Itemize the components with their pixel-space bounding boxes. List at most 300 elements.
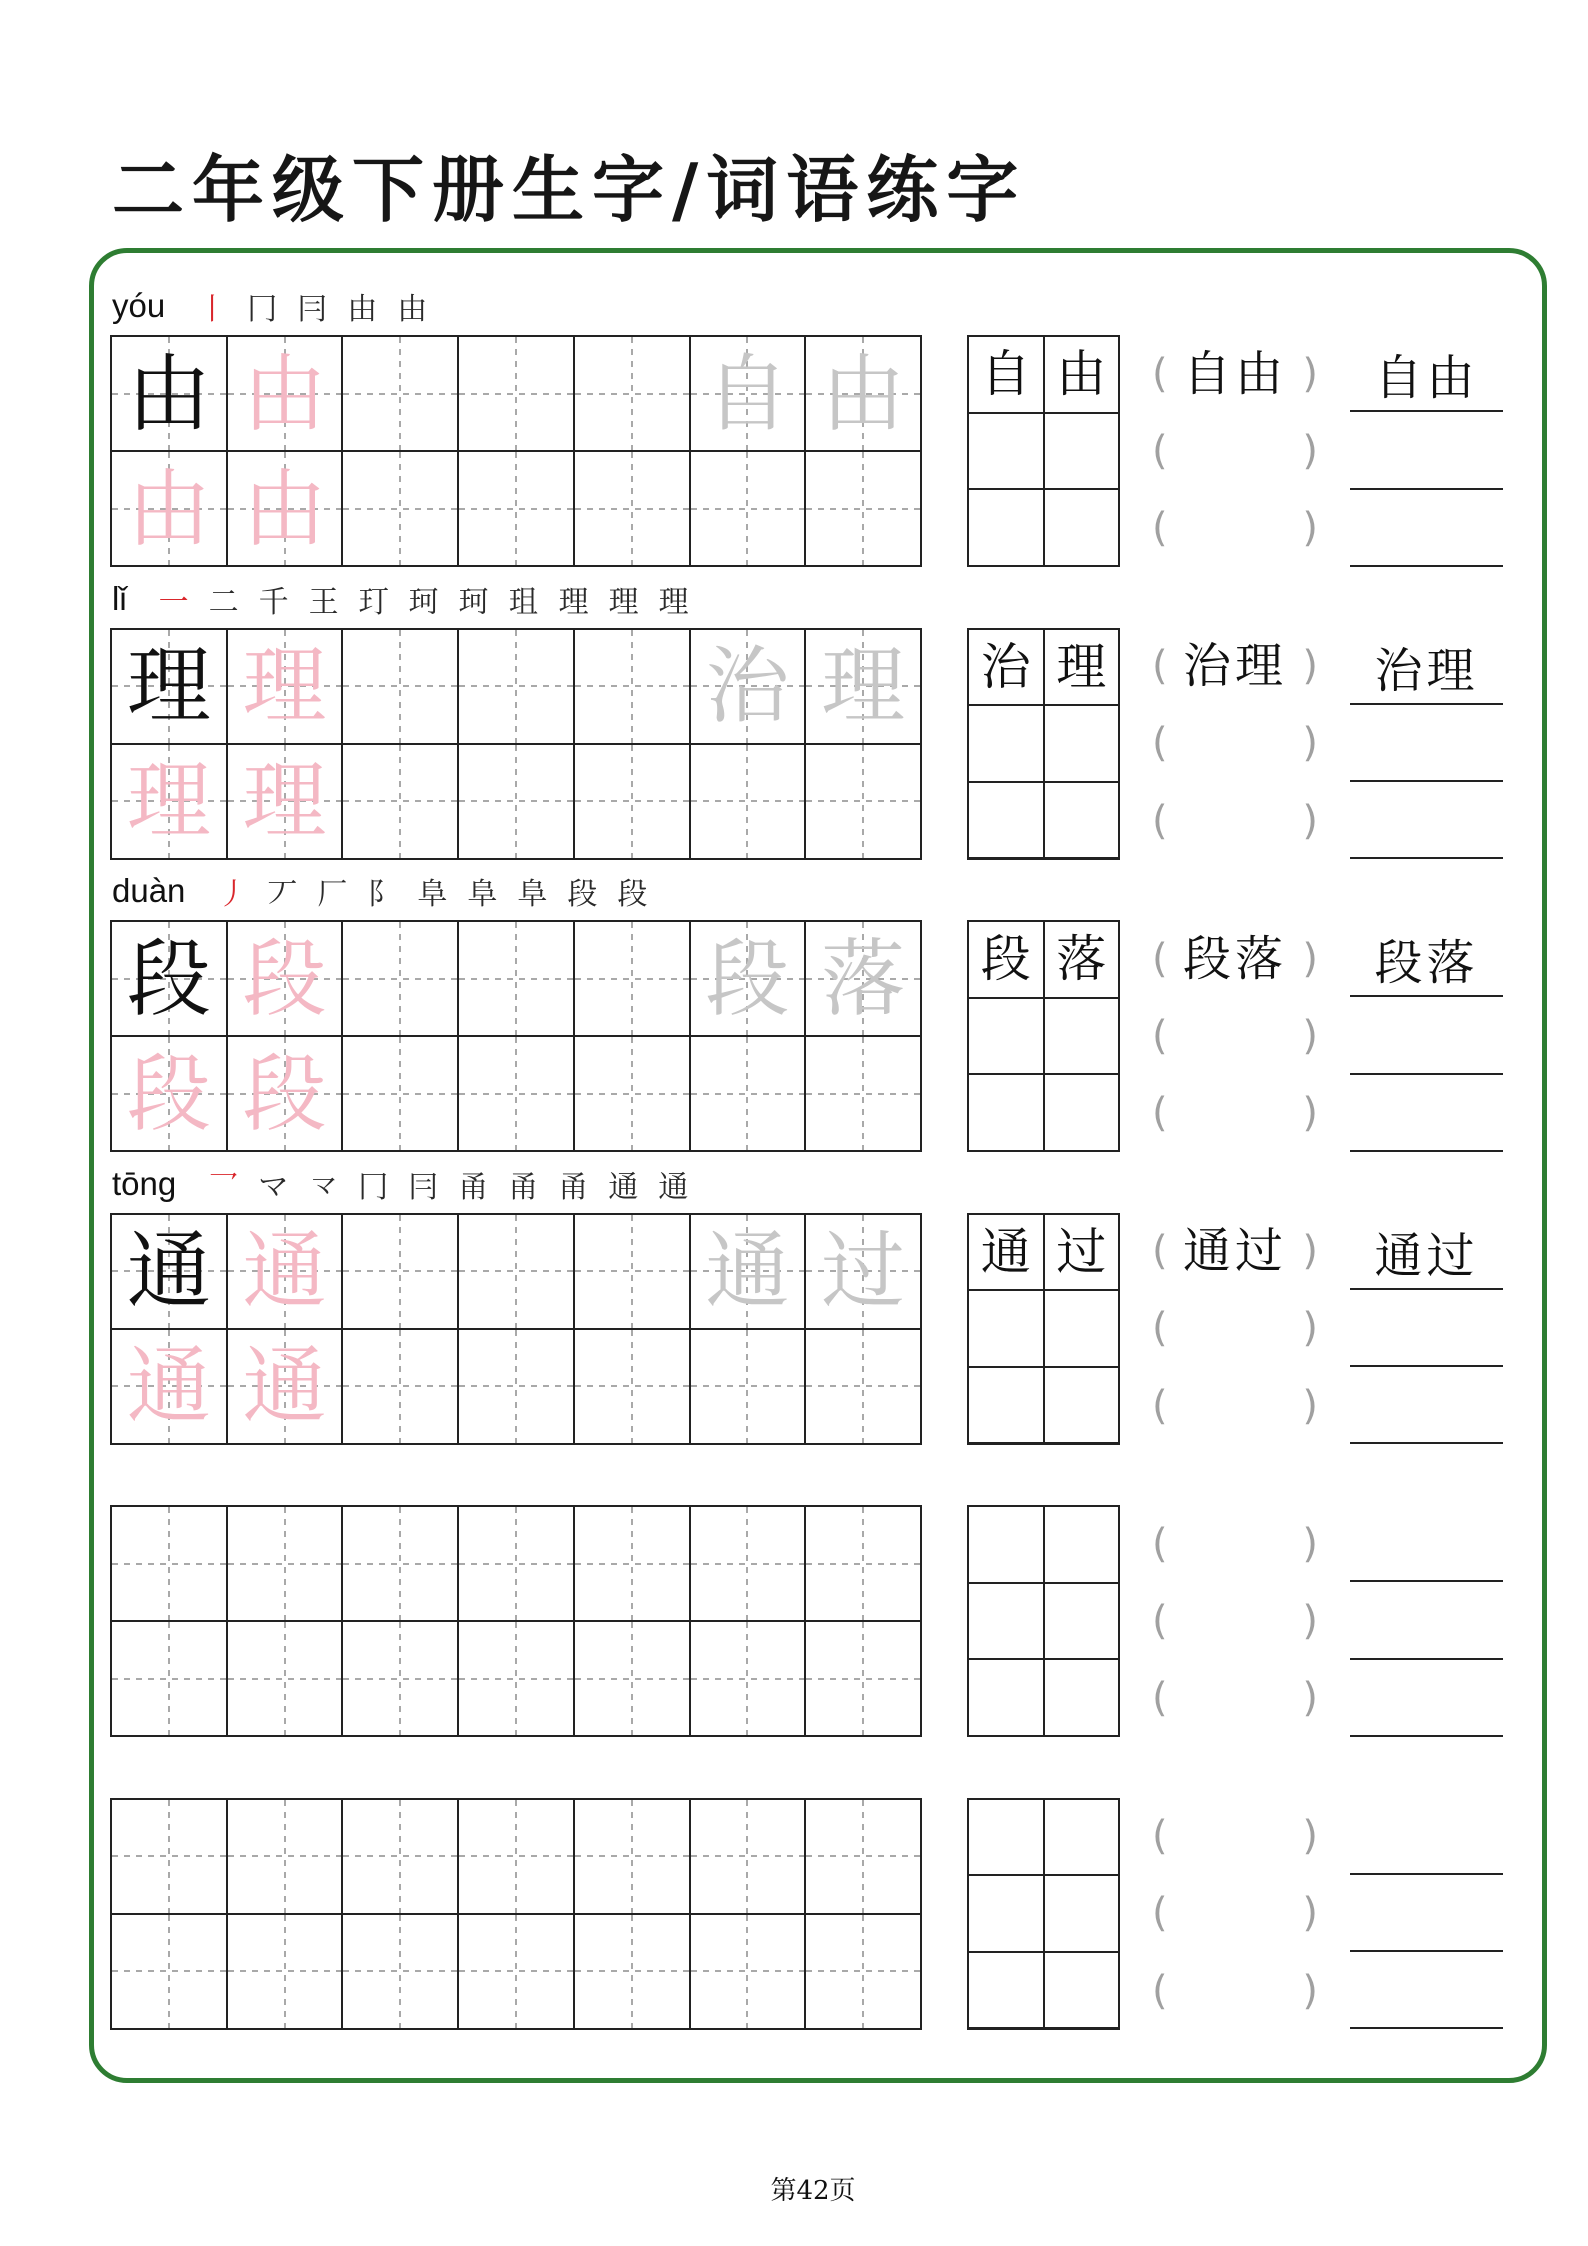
- close-paren: ): [1302, 935, 1318, 982]
- writing-cell: [343, 452, 457, 565]
- trace-character: 通: [126, 1337, 211, 1435]
- stroke-step: 丨: [197, 292, 228, 327]
- word-box-cell: [1045, 1953, 1119, 2028]
- underline-row: [1350, 412, 1503, 489]
- word-box: [967, 1798, 1120, 2030]
- practice-block: [0, 579, 1588, 860]
- parenthesis-row: [1152, 1952, 1318, 2029]
- word-box-character: 自: [980, 345, 1031, 404]
- writing-cell: [343, 1215, 457, 1328]
- writing-cell: [691, 1215, 805, 1328]
- underline-row: [1350, 628, 1503, 705]
- practice-block: [0, 1164, 1588, 1445]
- writing-cell: [691, 337, 805, 450]
- word-box-cell: [1045, 706, 1119, 781]
- stroke-step: 乛: [208, 1169, 239, 1205]
- writing-cell: [459, 452, 573, 565]
- writing-cell: [691, 1330, 805, 1443]
- parenthesis-row: [1152, 412, 1318, 489]
- hint-character: 通: [705, 1222, 790, 1320]
- writing-cell: [112, 1215, 226, 1328]
- word-box-cell: [969, 1291, 1043, 1366]
- word-box-cell: [969, 1660, 1043, 1735]
- word-box-cell: [969, 1584, 1043, 1659]
- practice-block: [0, 1798, 1588, 2030]
- writing-cell: [575, 1330, 689, 1443]
- parenthesis-column: [1152, 335, 1318, 567]
- writing-cell: [691, 1622, 805, 1735]
- writing-cell: [228, 1915, 342, 2028]
- stroke-step: 阜: [417, 877, 448, 912]
- writing-cell: [806, 922, 920, 1035]
- writing-cell: [806, 452, 920, 565]
- model-character: 段: [126, 929, 211, 1028]
- underline-column: [1350, 628, 1503, 860]
- close-paren: ): [1302, 643, 1318, 690]
- writing-cell: [228, 745, 342, 858]
- writing-cell: [459, 922, 573, 1035]
- writing-cell: [112, 1037, 226, 1150]
- word-box: [967, 628, 1120, 860]
- word-box-character: 段: [980, 930, 1031, 989]
- writing-cell: [459, 1507, 573, 1620]
- underline-row: [1350, 1875, 1503, 1952]
- parenthesis-row: [1152, 1290, 1318, 1367]
- writing-cell: [112, 745, 226, 858]
- parenthesis-column: [1152, 1505, 1318, 1737]
- stroke-step: 通: [658, 1169, 689, 1205]
- writing-cell: [575, 922, 689, 1035]
- open-paren: (: [1152, 1813, 1168, 1860]
- open-paren: (: [1152, 1597, 1168, 1644]
- writing-cell: [228, 452, 342, 565]
- stroke-step: 冂: [247, 292, 278, 327]
- writing-cell: [575, 452, 689, 565]
- stroke-step: 丆: [267, 877, 298, 912]
- underline-word: 通过: [1374, 1227, 1479, 1284]
- trace-character: 由: [242, 459, 327, 558]
- parenthesis-column: [1152, 628, 1318, 860]
- writing-cell: [806, 1915, 920, 2028]
- writing-cell: [691, 1915, 805, 2028]
- word-box: [967, 920, 1120, 1152]
- stroke-step: 珂: [408, 584, 439, 620]
- trace-character: 理: [242, 752, 327, 850]
- parenthesis-row: [1152, 628, 1318, 705]
- writing-cell: [112, 1507, 226, 1620]
- close-paren: ): [1302, 720, 1318, 767]
- writing-cell: [575, 1622, 689, 1735]
- tian-zi-grid: [110, 1213, 922, 1445]
- tian-zi-grid: [110, 920, 922, 1152]
- underline-column: [1350, 335, 1503, 567]
- writing-cell: [343, 922, 457, 1035]
- underline-row: [1350, 1505, 1503, 1582]
- writing-cell: [691, 452, 805, 565]
- underline-row: [1350, 1798, 1503, 1875]
- writing-cell: [343, 1330, 457, 1443]
- open-paren: (: [1152, 1675, 1168, 1722]
- word-box-cell: [1045, 1876, 1119, 1951]
- open-paren: (: [1152, 1305, 1168, 1352]
- close-paren: ): [1302, 1090, 1318, 1137]
- open-paren: (: [1152, 427, 1168, 474]
- writing-cell: [112, 1330, 226, 1443]
- word-box-cell: [969, 922, 1043, 997]
- stroke-step: 珇: [508, 584, 539, 620]
- tian-zi-grid: [110, 335, 922, 567]
- trace-character: 段: [126, 1044, 211, 1143]
- stroke-step: 理: [608, 584, 639, 620]
- open-paren: (: [1152, 1228, 1168, 1275]
- close-paren: ): [1302, 1597, 1318, 1644]
- underline-row: [1350, 335, 1503, 412]
- writing-cell: [575, 1507, 689, 1620]
- writing-cell: [459, 1330, 573, 1443]
- trace-character: 段: [242, 1044, 327, 1143]
- parenthesis-row: [1152, 1367, 1318, 1444]
- pinyin-label: lǐ: [112, 579, 127, 617]
- parenthesis-word: 治理: [1182, 638, 1287, 695]
- hint-character: 治: [705, 637, 790, 735]
- writing-cell: [806, 1800, 920, 1913]
- close-paren: ): [1302, 350, 1318, 397]
- writing-cell: [112, 1622, 226, 1735]
- open-paren: (: [1152, 1012, 1168, 1059]
- stroke-step: 通: [608, 1169, 639, 1205]
- word-box-cell: [969, 630, 1043, 705]
- stroke-step: 段: [567, 877, 598, 912]
- stroke-step: 丿: [217, 877, 248, 912]
- writing-cell: [459, 1215, 573, 1328]
- writing-cell: [459, 1915, 573, 2028]
- word-box-cell: [1045, 337, 1119, 412]
- open-paren: (: [1152, 1382, 1168, 1429]
- word-box-character: 落: [1056, 930, 1107, 989]
- writing-cell: [691, 1037, 805, 1150]
- word-box-cell: [969, 706, 1043, 781]
- parenthesis-column: [1152, 1213, 1318, 1445]
- open-paren: (: [1152, 505, 1168, 552]
- writing-cell: [806, 1215, 920, 1328]
- underline-column: [1350, 1505, 1503, 1737]
- underline-row: [1350, 1213, 1503, 1290]
- word-box-cell: [1045, 414, 1119, 489]
- stroke-step: 冃: [408, 1169, 439, 1205]
- writing-cell: [228, 1037, 342, 1150]
- tian-zi-grid: [110, 1798, 922, 2030]
- stroke-order-row: [112, 283, 437, 329]
- trace-character: 理: [126, 752, 211, 850]
- word-box-cell: [969, 1507, 1043, 1582]
- close-paren: ): [1302, 1228, 1318, 1275]
- pinyin-label: yóu: [112, 287, 166, 324]
- parenthesis-row: [1152, 1505, 1318, 1582]
- word-box-character: 理: [1056, 637, 1107, 696]
- stroke-step: 理: [558, 584, 589, 620]
- model-character: 通: [126, 1222, 211, 1320]
- word-box-cell: [969, 1876, 1043, 1951]
- writing-cell: [112, 337, 226, 450]
- stroke-step: 一: [158, 584, 189, 620]
- writing-cell: [575, 1215, 689, 1328]
- parenthesis-row: [1152, 335, 1318, 412]
- close-paren: ): [1302, 1675, 1318, 1722]
- tian-zi-grid: [110, 1505, 922, 1737]
- underline-row: [1350, 997, 1503, 1074]
- parenthesis-column: [1152, 1798, 1318, 2030]
- word-box-character: 治: [980, 637, 1031, 696]
- writing-cell: [806, 1507, 920, 1620]
- writing-cell: [112, 630, 226, 743]
- hint-character: 过: [821, 1222, 906, 1320]
- word-box-character: 过: [1056, 1222, 1107, 1281]
- close-paren: ): [1302, 1382, 1318, 1429]
- writing-cell: [112, 1915, 226, 2028]
- trace-character: 通: [242, 1222, 327, 1320]
- word-box-cell: [969, 414, 1043, 489]
- trace-character: 由: [242, 344, 327, 443]
- parenthesis-row: [1152, 1660, 1318, 1737]
- writing-cell: [691, 922, 805, 1035]
- word-box-cell: [1045, 1368, 1119, 1443]
- writing-cell: [228, 1622, 342, 1735]
- writing-cell: [228, 1330, 342, 1443]
- parenthesis-row: [1152, 782, 1318, 859]
- word-box-cell: [1045, 490, 1119, 565]
- word-box-cell: [969, 490, 1043, 565]
- close-paren: ): [1302, 505, 1318, 552]
- word-box-cell: [969, 1215, 1043, 1290]
- trace-character: 通: [242, 1337, 327, 1435]
- writing-cell: [575, 1915, 689, 2028]
- stroke-step: 珂: [458, 584, 489, 620]
- page-number: 第42页: [770, 2176, 856, 2206]
- word-box-cell: [969, 999, 1043, 1074]
- writing-cell: [691, 1507, 805, 1620]
- word-box: [967, 1213, 1120, 1445]
- stroke-step: 阜: [467, 877, 498, 912]
- writing-cell: [228, 337, 342, 450]
- open-paren: (: [1152, 1090, 1168, 1137]
- writing-cell: [459, 1622, 573, 1735]
- word-box-cell: [969, 337, 1043, 412]
- stroke-step: 由: [347, 292, 378, 327]
- writing-cell: [806, 1330, 920, 1443]
- trace-character: 理: [242, 637, 327, 735]
- word-box-cell: [1045, 1215, 1119, 1290]
- writing-cell: [691, 1800, 805, 1913]
- writing-cell: [343, 337, 457, 450]
- underline-row: [1350, 1660, 1503, 1737]
- parenthesis-word: 段落: [1182, 930, 1287, 987]
- open-paren: (: [1152, 350, 1168, 397]
- close-paren: ): [1302, 1813, 1318, 1860]
- stroke-step: 阝: [367, 877, 398, 912]
- parenthesis-row: [1152, 997, 1318, 1074]
- writing-cell: [459, 1037, 573, 1150]
- writing-cell: [806, 745, 920, 858]
- underline-column: [1350, 920, 1503, 1152]
- stroke-step: 厂: [317, 877, 348, 912]
- close-paren: ): [1302, 427, 1318, 474]
- underline-column: [1350, 1798, 1503, 2030]
- page-title: 二年级下册生字/词语练字: [112, 147, 1027, 232]
- writing-cell: [691, 745, 805, 858]
- writing-cell: [112, 922, 226, 1035]
- writing-cell: [575, 630, 689, 743]
- writing-cell: [575, 337, 689, 450]
- model-character: 理: [126, 637, 211, 735]
- parenthesis-column: [1152, 920, 1318, 1152]
- stroke-order-row: [112, 576, 699, 622]
- open-paren: (: [1152, 1520, 1168, 1567]
- open-paren: (: [1152, 1967, 1168, 2014]
- writing-cell: [343, 1507, 457, 1620]
- word-box-cell: [969, 1800, 1043, 1875]
- underline-column: [1350, 1213, 1503, 1445]
- writing-cell: [806, 337, 920, 450]
- hint-character: 自: [705, 344, 790, 443]
- word-box-cell: [1045, 999, 1119, 1074]
- underline-word: 治理: [1374, 642, 1479, 699]
- underline-row: [1350, 705, 1503, 782]
- writing-cell: [228, 1215, 342, 1328]
- stroke-step: 甬: [458, 1169, 489, 1205]
- word-box-character: 由: [1056, 345, 1107, 404]
- writing-cell: [459, 1800, 573, 1913]
- parenthesis-row: [1152, 1213, 1318, 1290]
- underline-row: [1350, 1290, 1503, 1367]
- writing-cell: [575, 1037, 689, 1150]
- writing-cell: [459, 337, 573, 450]
- model-character: 由: [126, 344, 211, 443]
- word-box-cell: [1045, 1291, 1119, 1366]
- stroke-step: 二: [208, 584, 239, 620]
- hint-character: 段: [705, 929, 790, 1028]
- word-box-cell: [1045, 1584, 1119, 1659]
- stroke-step: 阜: [517, 877, 548, 912]
- word-box-cell: [969, 1075, 1043, 1150]
- open-paren: (: [1152, 935, 1168, 982]
- open-paren: (: [1152, 797, 1168, 844]
- writing-cell: [343, 630, 457, 743]
- stroke-step: マ: [258, 1169, 289, 1205]
- parenthesis-row: [1152, 1075, 1318, 1152]
- word-box-cell: [1045, 1507, 1119, 1582]
- close-paren: ): [1302, 1305, 1318, 1352]
- writing-cell: [112, 452, 226, 565]
- hint-character: 理: [821, 637, 906, 735]
- parenthesis-row: [1152, 1582, 1318, 1659]
- underline-word: 自由: [1374, 350, 1479, 407]
- word-box-cell: [969, 783, 1043, 858]
- close-paren: ): [1302, 797, 1318, 844]
- underline-row: [1350, 1582, 1503, 1659]
- stroke-step: 由: [397, 292, 428, 327]
- practice-block: [0, 872, 1588, 1152]
- hint-character: 由: [821, 344, 906, 443]
- writing-cell: [112, 1800, 226, 1913]
- word-box-cell: [1045, 783, 1119, 858]
- trace-character: 由: [126, 459, 211, 558]
- word-box-cell: [1045, 630, 1119, 705]
- stroke-order-row: [112, 1161, 698, 1207]
- word-box-cell: [969, 1368, 1043, 1443]
- stroke-step: 千: [258, 584, 289, 620]
- open-paren: (: [1152, 643, 1168, 690]
- stroke-step: 王: [308, 584, 339, 620]
- close-paren: ): [1302, 1012, 1318, 1059]
- word-box: [967, 1505, 1120, 1737]
- writing-cell: [343, 1622, 457, 1735]
- writing-cell: [228, 922, 342, 1035]
- parenthesis-row: [1152, 920, 1318, 997]
- close-paren: ): [1302, 1520, 1318, 1567]
- writing-cell: [343, 1800, 457, 1913]
- writing-cell: [228, 1507, 342, 1620]
- stroke-step: 玎: [358, 584, 389, 620]
- stroke-step: 甬: [508, 1169, 539, 1205]
- tian-zi-grid: [110, 628, 922, 860]
- pinyin-label: tōng: [112, 1164, 177, 1202]
- word-box: [967, 335, 1120, 567]
- writing-cell: [459, 745, 573, 858]
- parenthesis-row: [1152, 1798, 1318, 1875]
- word-box-character: 通: [980, 1222, 1031, 1281]
- practice-block: [0, 1505, 1588, 1737]
- underline-row: [1350, 1367, 1503, 1444]
- stroke-step: 段: [617, 877, 648, 912]
- underline-row: [1350, 1952, 1503, 2029]
- close-paren: ): [1302, 1967, 1318, 2014]
- stroke-step: 理: [658, 584, 689, 620]
- close-paren: ): [1302, 1890, 1318, 1937]
- pinyin-label: duàn: [112, 872, 186, 909]
- parenthesis-row: [1152, 490, 1318, 567]
- writing-cell: [343, 1037, 457, 1150]
- parenthesis-row: [1152, 705, 1318, 782]
- parenthesis-row: [1152, 1875, 1318, 1952]
- writing-cell: [343, 745, 457, 858]
- open-paren: (: [1152, 720, 1168, 767]
- stroke-order-row: [112, 868, 657, 914]
- stroke-step: 甬: [558, 1169, 589, 1205]
- writing-cell: [806, 630, 920, 743]
- writing-cell: [806, 1622, 920, 1735]
- writing-cell: [806, 1037, 920, 1150]
- word-box-cell: [969, 1953, 1043, 2028]
- stroke-step: 龴: [308, 1169, 339, 1205]
- hint-character: 落: [821, 929, 906, 1028]
- trace-character: 段: [242, 929, 327, 1028]
- underline-row: [1350, 782, 1503, 859]
- word-box-cell: [1045, 1075, 1119, 1150]
- writing-cell: [228, 630, 342, 743]
- writing-cell: [691, 630, 805, 743]
- practice-block: [0, 287, 1588, 567]
- open-paren: (: [1152, 1890, 1168, 1937]
- stroke-step: 冂: [358, 1169, 389, 1205]
- underline-row: [1350, 1075, 1503, 1152]
- writing-cell: [575, 1800, 689, 1913]
- underline-row: [1350, 920, 1503, 997]
- writing-cell: [343, 1915, 457, 2028]
- stroke-step: 冃: [297, 292, 328, 327]
- writing-cell: [575, 745, 689, 858]
- word-box-cell: [1045, 922, 1119, 997]
- word-box-cell: [1045, 1800, 1119, 1875]
